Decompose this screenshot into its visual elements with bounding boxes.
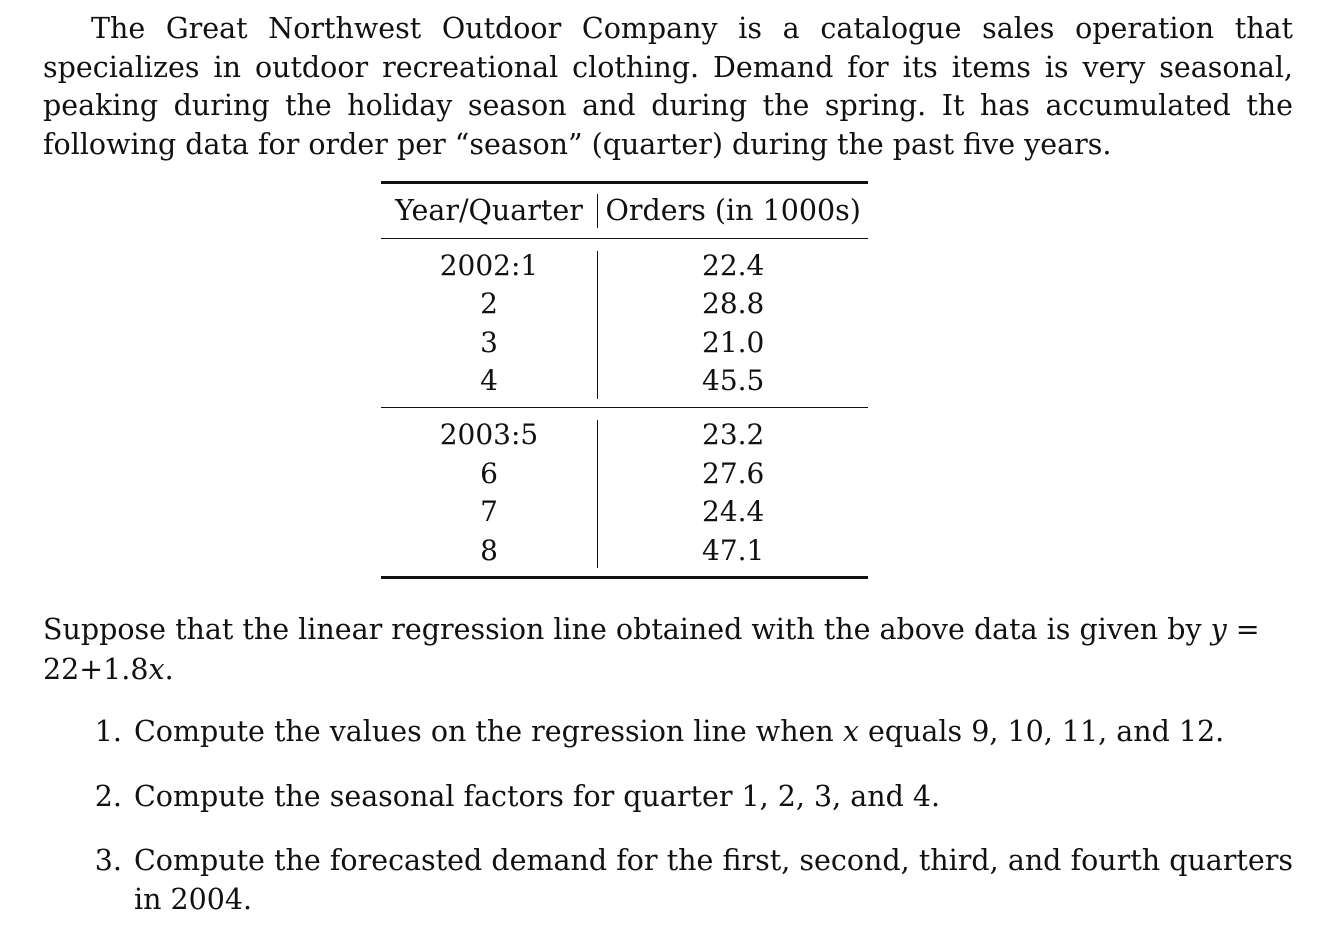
quarter-column (381, 416, 597, 570)
orders-cell: 24.4 (702, 495, 765, 529)
math-var-y: y (1210, 613, 1227, 646)
regression-end: . (164, 653, 174, 686)
quarter-cell: 6 (480, 456, 498, 490)
orders-column (598, 416, 868, 570)
question-list (43, 713, 1293, 919)
table-header-row (381, 184, 868, 238)
orders-cell: 23.2 (702, 418, 765, 452)
orders-cell: 28.8 (702, 287, 765, 321)
math-var-x: x (842, 715, 859, 748)
orders-cell: 22.4 (702, 248, 765, 282)
question-item-1 (43, 713, 1293, 752)
problem-statement (43, 10, 1293, 164)
question-text: Compute the forecasted demand for the first, second, third, and fourth quarters in 2004. (134, 844, 1293, 916)
question-text: Compute the seasonal factors for quarter 1, 2, 3, and 4. (134, 779, 941, 813)
regression-equation: = 22+1.8 (43, 613, 1260, 686)
orders-column (598, 247, 868, 401)
orders-cell: 27.6 (702, 456, 765, 490)
table-bottom-rule (381, 576, 868, 579)
quarter-cell: 3 (480, 325, 498, 359)
header-orders: Orders (in 1000s) (605, 194, 861, 227)
question-text-part: Compute the values on the regression line when (134, 715, 843, 748)
header-year-quarter: Year/Quarter (395, 194, 583, 227)
orders-table (381, 181, 868, 579)
questions-section (43, 610, 1293, 945)
question-number: 1. (94, 715, 122, 748)
quarter-cell: 2002:1 (439, 248, 539, 282)
math-var-x: x (148, 653, 165, 686)
question-item-3 (43, 842, 1293, 919)
question-text-part: equals 9, 10, 11, and 12. (858, 715, 1225, 748)
regression-text: Suppose that the linear regression line obtained with the above data is given by (43, 613, 1211, 646)
quarter-cell: 4 (480, 364, 498, 398)
orders-cell: 45.5 (702, 364, 765, 398)
orders-cell: 47.1 (702, 533, 765, 567)
quarter-cell: 8 (480, 533, 498, 567)
question-number: 3. (94, 844, 122, 877)
intro-paragraph: The Great Northwest Outdoor Company is a catalogue sales operation that specializes in outdoor recreational clothing. Demand for its items is very seasonal, peaking during the holiday season and during the spring. It has accumulated the following data for order per “season” (quarter) during the past five years. (43, 12, 1293, 161)
table-block-2002 (381, 239, 868, 407)
quarter-cell: 2 (480, 287, 498, 321)
quarter-cell: 7 (480, 495, 498, 529)
regression-statement (43, 610, 1293, 690)
quarter-cell: 2003:5 (439, 418, 539, 452)
question-text (122, 713, 1293, 752)
question-number: 2. (94, 779, 122, 813)
table-block-2003 (381, 408, 868, 576)
orders-cell: 21.0 (702, 325, 765, 359)
question-item-2 (43, 778, 1293, 817)
quarter-column (381, 247, 597, 401)
